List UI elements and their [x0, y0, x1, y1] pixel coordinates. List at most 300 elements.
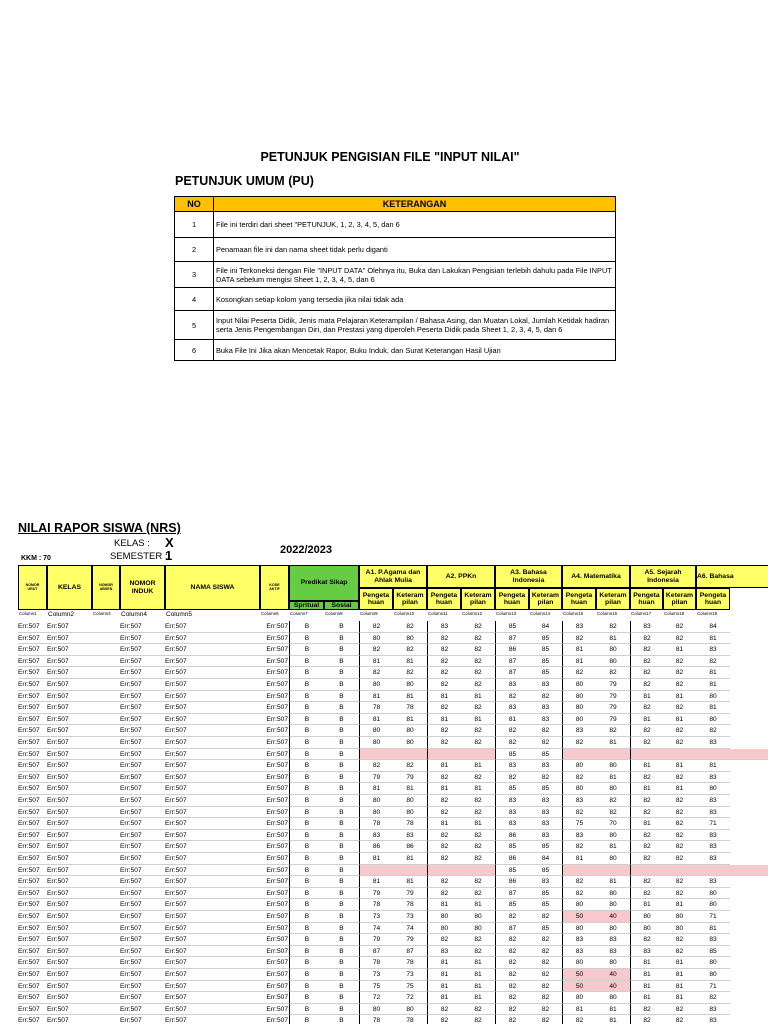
kode-aktif-cell[interactable]: Err:507	[260, 621, 289, 633]
grade-cell[interactable]: 81	[427, 818, 461, 830]
nomor-absen-cell[interactable]	[92, 679, 120, 691]
header-pengetahuan[interactable]: Pengeta huan	[562, 588, 596, 610]
grade-cell[interactable]: 83	[696, 807, 730, 819]
grade-cell[interactable]	[696, 749, 730, 761]
nomor-absen-cell[interactable]	[92, 934, 120, 946]
grade-cell[interactable]: 82	[427, 795, 461, 807]
err-cell[interactable]: Err:507	[18, 807, 47, 819]
grade-cell[interactable]: 86	[495, 853, 529, 865]
grade-cell[interactable]: 82	[663, 830, 696, 842]
err-cell[interactable]: Err:507	[18, 691, 47, 703]
err-cell[interactable]: Err:507	[165, 691, 260, 703]
err-cell[interactable]: Err:507	[18, 981, 47, 993]
kode-aktif-cell[interactable]: Err:507	[260, 760, 289, 772]
grade-cell[interactable]: 80	[630, 923, 663, 935]
err-cell[interactable]: Err:507	[47, 621, 92, 633]
spiritual-cell[interactable]: B	[289, 865, 324, 877]
grade-cell[interactable]: 83	[359, 830, 393, 842]
grade-cell[interactable]: 82	[663, 876, 696, 888]
grade-cell[interactable]: 82	[663, 795, 696, 807]
grade-cell[interactable]: 82	[427, 772, 461, 784]
grade-cell[interactable]: 85	[529, 644, 562, 656]
err-cell[interactable]: Err:507	[120, 737, 165, 749]
header-pengetahuan[interactable]: Pengeta huan	[427, 588, 461, 610]
err-cell[interactable]: Err:507	[120, 981, 165, 993]
nomor-absen-cell[interactable]	[92, 737, 120, 749]
grade-cell[interactable]: 80	[696, 969, 730, 981]
grade-cell[interactable]: 82	[461, 702, 495, 714]
table-row[interactable]	[18, 633, 730, 645]
grade-cell[interactable]: 80	[562, 714, 596, 726]
grade-cell[interactable]: 82	[427, 702, 461, 714]
column-label[interactable]: Column11	[428, 611, 448, 616]
kode-aktif-cell[interactable]: Err:507	[260, 772, 289, 784]
grade-cell[interactable]: 83	[696, 1015, 730, 1024]
grade-cell[interactable]: 83	[696, 830, 730, 842]
err-cell[interactable]: Err:507	[165, 911, 260, 923]
err-cell[interactable]: Err:507	[165, 772, 260, 784]
err-cell[interactable]: Err:507	[120, 899, 165, 911]
grade-cell[interactable]: 82	[427, 725, 461, 737]
grade-cell[interactable]: 83	[696, 853, 730, 865]
grade-cell[interactable]: 80	[562, 760, 596, 772]
header-subject-a1[interactable]: A1. P.Agama dan Ahlak Mulia	[359, 565, 427, 588]
nomor-absen-cell[interactable]	[92, 853, 120, 865]
grade-cell[interactable]: 82	[630, 1004, 663, 1016]
err-cell[interactable]: Err:507	[120, 923, 165, 935]
grade-cell[interactable]: 81	[562, 644, 596, 656]
grade-cell[interactable]: 85	[529, 841, 562, 853]
grade-cell[interactable]: 82	[562, 737, 596, 749]
grade-cell[interactable]: 80	[359, 795, 393, 807]
table-row[interactable]	[18, 783, 730, 795]
table-row[interactable]	[18, 679, 730, 691]
err-cell[interactable]: Err:507	[165, 853, 260, 865]
sosial-cell[interactable]: B	[324, 772, 359, 784]
grade-cell[interactable]: 82	[630, 807, 663, 819]
err-cell[interactable]: Err:507	[18, 725, 47, 737]
grade-cell[interactable]: 80	[427, 923, 461, 935]
table-row[interactable]	[18, 841, 730, 853]
column-label[interactable]: Column19	[697, 611, 718, 616]
spiritual-cell[interactable]: B	[289, 934, 324, 946]
grade-cell[interactable]: 81	[393, 783, 427, 795]
grade-cell[interactable]: 83	[495, 795, 529, 807]
grade-cell[interactable]: 82	[663, 888, 696, 900]
err-cell[interactable]: Err:507	[47, 795, 92, 807]
grade-cell[interactable]: 82	[529, 1004, 562, 1016]
grade-cell[interactable]: 82	[461, 725, 495, 737]
table-row[interactable]	[18, 923, 730, 935]
grade-cell[interactable]: 80	[596, 957, 630, 969]
err-cell[interactable]: Err:507	[18, 621, 47, 633]
kode-aktif-cell[interactable]: Err:507	[260, 969, 289, 981]
grade-cell[interactable]: 87	[495, 633, 529, 645]
grade-cell[interactable]: 82	[630, 679, 663, 691]
grade-cell[interactable]: 81	[359, 876, 393, 888]
grade-cell[interactable]: 82	[529, 946, 562, 958]
grade-cell[interactable]: 83	[529, 760, 562, 772]
grade-cell[interactable]: 72	[393, 992, 427, 1004]
err-cell[interactable]: Err:507	[165, 667, 260, 679]
grade-cell[interactable]: 73	[359, 911, 393, 923]
header-keterampilan[interactable]: Keteram pilan	[596, 588, 630, 610]
grade-cell[interactable]: 85	[529, 888, 562, 900]
grade-cell[interactable]: 81	[696, 633, 730, 645]
grade-cell[interactable]: 80	[596, 644, 630, 656]
grade-cell[interactable]: 85	[495, 749, 529, 761]
kode-aktif-cell[interactable]: Err:507	[260, 795, 289, 807]
grade-cell[interactable]: 82	[630, 1015, 663, 1024]
grade-cell[interactable]: 85	[529, 633, 562, 645]
grade-cell[interactable]: 80	[562, 992, 596, 1004]
grade-cell[interactable]: 81	[359, 714, 393, 726]
column-label[interactable]: Column16	[597, 611, 618, 616]
grade-cell[interactable]	[596, 749, 630, 761]
header-keterampilan[interactable]: Keteram pilan	[529, 588, 562, 610]
grade-cell[interactable]: 80	[393, 633, 427, 645]
grade-cell[interactable]: 82	[529, 772, 562, 784]
grade-cell[interactable]: 80	[696, 691, 730, 703]
column-label[interactable]: Column6	[261, 611, 279, 616]
grade-cell[interactable]: 84	[696, 621, 730, 633]
grade-cell[interactable]: 78	[393, 957, 427, 969]
grade-cell[interactable]: 83	[427, 946, 461, 958]
grade-cell[interactable]: 74	[359, 923, 393, 935]
sosial-cell[interactable]: B	[324, 714, 359, 726]
grade-cell[interactable]	[696, 865, 730, 877]
err-cell[interactable]: Err:507	[120, 1015, 165, 1024]
sosial-cell[interactable]: B	[324, 923, 359, 935]
grade-cell[interactable]: 87	[495, 888, 529, 900]
grade-cell[interactable]: 82	[495, 725, 529, 737]
kelas-value[interactable]: X	[165, 535, 174, 550]
err-cell[interactable]: Err:507	[18, 1004, 47, 1016]
grade-cell[interactable]: 82	[461, 888, 495, 900]
err-cell[interactable]: Err:507	[120, 725, 165, 737]
grade-cell[interactable]: 85	[529, 923, 562, 935]
grade-cell[interactable]: 82	[562, 841, 596, 853]
instruction-row[interactable]	[175, 262, 616, 288]
kode-aktif-cell[interactable]: Err:507	[260, 923, 289, 935]
spiritual-cell[interactable]: B	[289, 656, 324, 668]
grade-cell[interactable]: 80	[393, 807, 427, 819]
grade-cell[interactable]: 82	[529, 691, 562, 703]
grade-cell[interactable]: 82	[427, 841, 461, 853]
grade-cell[interactable]: 82	[461, 841, 495, 853]
sosial-cell[interactable]: B	[324, 691, 359, 703]
grade-cell[interactable]: 80	[596, 783, 630, 795]
grade-cell[interactable]: 40	[596, 981, 630, 993]
grade-cell[interactable]: 82	[529, 934, 562, 946]
grade-cell[interactable]: 82	[427, 633, 461, 645]
err-cell[interactable]: Err:507	[120, 969, 165, 981]
grade-cell[interactable]: 82	[359, 760, 393, 772]
header-subject-a5[interactable]: A5. Sejarah Indonesia	[630, 565, 696, 588]
err-cell[interactable]: Err:507	[47, 946, 92, 958]
err-cell[interactable]: Err:507	[47, 992, 92, 1004]
table-row[interactable]	[18, 656, 730, 668]
grade-cell[interactable]: 86	[495, 876, 529, 888]
column-label[interactable]: Column17	[631, 611, 652, 616]
kode-aktif-cell[interactable]: Err:507	[260, 1015, 289, 1024]
err-cell[interactable]: Err:507	[120, 818, 165, 830]
grade-cell[interactable]: 81	[630, 691, 663, 703]
grade-cell[interactable]: 83	[696, 1004, 730, 1016]
column-label[interactable]: Column18	[664, 611, 685, 616]
grade-cell[interactable]: 82	[529, 725, 562, 737]
kode-aktif-cell[interactable]: Err:507	[260, 818, 289, 830]
nomor-absen-cell[interactable]	[92, 656, 120, 668]
grade-cell[interactable]: 82	[461, 853, 495, 865]
kode-aktif-cell[interactable]: Err:507	[260, 783, 289, 795]
grade-cell[interactable]: 82	[427, 667, 461, 679]
grade-cell[interactable]: 82	[630, 888, 663, 900]
kode-aktif-cell[interactable]: Err:507	[260, 714, 289, 726]
spiritual-cell[interactable]: B	[289, 899, 324, 911]
grade-cell[interactable]: 81	[562, 1004, 596, 1016]
grade-cell[interactable]: 82	[461, 876, 495, 888]
column-label[interactable]: Column2	[48, 611, 75, 618]
grade-cell[interactable]: 80	[461, 923, 495, 935]
kode-aktif-cell[interactable]: Err:507	[260, 644, 289, 656]
grade-cell[interactable]: 81	[696, 923, 730, 935]
grade-cell[interactable]: 82	[495, 992, 529, 1004]
header-kode-aktif[interactable]: KODE AKTIF	[260, 565, 289, 610]
grade-cell[interactable]: 82	[461, 772, 495, 784]
kode-aktif-cell[interactable]: Err:507	[260, 981, 289, 993]
err-cell[interactable]: Err:507	[120, 888, 165, 900]
grade-cell[interactable]: 80	[596, 888, 630, 900]
err-cell[interactable]: Err:507	[120, 911, 165, 923]
grade-cell[interactable]: 82	[529, 911, 562, 923]
grade-cell[interactable]: 80	[359, 725, 393, 737]
grade-cell[interactable]: 85	[529, 783, 562, 795]
err-cell[interactable]: Err:507	[120, 633, 165, 645]
grade-cell[interactable]: 85	[495, 783, 529, 795]
grade-cell[interactable]: 84	[529, 853, 562, 865]
grade-cell[interactable]	[730, 749, 768, 761]
grade-cell[interactable]: 83	[427, 621, 461, 633]
grade-cell[interactable]: 81	[461, 714, 495, 726]
err-cell[interactable]: Err:507	[165, 841, 260, 853]
kode-aktif-cell[interactable]: Err:507	[260, 957, 289, 969]
grade-cell[interactable]: 80	[562, 702, 596, 714]
grade-cell[interactable]: 81	[630, 714, 663, 726]
err-cell[interactable]: Err:507	[165, 783, 260, 795]
grade-cell[interactable]: 83	[529, 714, 562, 726]
err-cell[interactable]: Err:507	[18, 876, 47, 888]
grade-cell[interactable]: 73	[393, 969, 427, 981]
err-cell[interactable]: Err:507	[120, 621, 165, 633]
sosial-cell[interactable]: B	[324, 957, 359, 969]
column-label[interactable]: Column10	[394, 611, 415, 616]
kode-aktif-cell[interactable]: Err:507	[260, 749, 289, 761]
err-cell[interactable]: Err:507	[120, 783, 165, 795]
err-cell[interactable]: Err:507	[47, 667, 92, 679]
header-pengetahuan[interactable]: Pengeta huan	[495, 588, 529, 610]
grade-cell[interactable]: 82	[663, 656, 696, 668]
grade-cell[interactable]: 82	[495, 1004, 529, 1016]
grade-cell[interactable]: 83	[393, 830, 427, 842]
sosial-cell[interactable]: B	[324, 633, 359, 645]
grade-cell[interactable]	[730, 865, 768, 877]
err-cell[interactable]: Err:507	[18, 911, 47, 923]
grade-cell[interactable]: 81	[596, 737, 630, 749]
err-cell[interactable]: Err:507	[18, 795, 47, 807]
grade-cell[interactable]: 87	[393, 946, 427, 958]
err-cell[interactable]: Err:507	[47, 644, 92, 656]
err-cell[interactable]: Err:507	[120, 679, 165, 691]
grade-cell[interactable]	[663, 749, 696, 761]
sosial-cell[interactable]: B	[324, 760, 359, 772]
sosial-cell[interactable]: B	[324, 853, 359, 865]
grade-cell[interactable]: 81	[596, 841, 630, 853]
spiritual-cell[interactable]: B	[289, 679, 324, 691]
header-pengetahuan[interactable]: Pengeta huan	[696, 588, 730, 610]
grade-cell[interactable]: 82	[663, 841, 696, 853]
kode-aktif-cell[interactable]: Err:507	[260, 737, 289, 749]
nomor-absen-cell[interactable]	[92, 1004, 120, 1016]
nomor-absen-cell[interactable]	[92, 911, 120, 923]
nomor-absen-cell[interactable]	[92, 644, 120, 656]
grade-cell[interactable]: 80	[663, 911, 696, 923]
err-cell[interactable]: Err:507	[120, 934, 165, 946]
err-cell[interactable]: Err:507	[47, 876, 92, 888]
grade-cell[interactable]: 80	[596, 760, 630, 772]
grade-cell[interactable]: 73	[359, 969, 393, 981]
grade-cell[interactable]: 84	[529, 621, 562, 633]
grade-cell[interactable]: 85	[495, 841, 529, 853]
table-row[interactable]	[18, 888, 730, 900]
sosial-cell[interactable]: B	[324, 865, 359, 877]
err-cell[interactable]: Err:507	[47, 633, 92, 645]
err-cell[interactable]: Err:507	[47, 865, 92, 877]
err-cell[interactable]: Err:507	[18, 899, 47, 911]
grade-cell[interactable]: 82	[495, 737, 529, 749]
spiritual-cell[interactable]: B	[289, 760, 324, 772]
err-cell[interactable]: Err:507	[165, 679, 260, 691]
err-cell[interactable]: Err:507	[165, 807, 260, 819]
column-label[interactable]: Column14	[530, 611, 551, 616]
err-cell[interactable]: Err:507	[165, 737, 260, 749]
nomor-absen-cell[interactable]	[92, 714, 120, 726]
grade-cell[interactable]: 82	[495, 981, 529, 993]
table-row[interactable]	[18, 1004, 730, 1016]
grade-cell[interactable]: 82	[529, 969, 562, 981]
grade-cell[interactable]: 82	[562, 772, 596, 784]
grade-cell[interactable]	[393, 865, 427, 877]
kode-aktif-cell[interactable]: Err:507	[260, 725, 289, 737]
grade-cell[interactable]: 82	[427, 876, 461, 888]
grade-cell[interactable]: 81	[427, 969, 461, 981]
grade-cell[interactable]: 82	[461, 621, 495, 633]
err-cell[interactable]: Err:507	[18, 923, 47, 935]
header-nomor-urut[interactable]: NOMOR URUT	[18, 565, 47, 610]
grade-cell[interactable]: 82	[630, 667, 663, 679]
grade-cell[interactable]	[630, 749, 663, 761]
err-cell[interactable]: Err:507	[47, 783, 92, 795]
header-predikat-sikap[interactable]: Predikat Sikap	[289, 565, 359, 601]
grade-cell[interactable]: 82	[359, 621, 393, 633]
err-cell[interactable]: Err:507	[47, 957, 92, 969]
table-row[interactable]	[18, 934, 730, 946]
grade-cell[interactable]: 87	[495, 923, 529, 935]
grade-cell[interactable]: 81	[427, 981, 461, 993]
kode-aktif-cell[interactable]: Err:507	[260, 633, 289, 645]
grade-cell[interactable]: 75	[393, 981, 427, 993]
sosial-cell[interactable]: B	[324, 876, 359, 888]
err-cell[interactable]: Err:507	[47, 807, 92, 819]
grade-cell[interactable]: 81	[663, 957, 696, 969]
err-cell[interactable]: Err:507	[120, 714, 165, 726]
grade-cell[interactable]: 83	[562, 946, 596, 958]
nomor-absen-cell[interactable]	[92, 981, 120, 993]
grade-cell[interactable]: 80	[562, 899, 596, 911]
grade-cell[interactable]: 83	[696, 795, 730, 807]
err-cell[interactable]: Err:507	[165, 1004, 260, 1016]
grade-cell[interactable]: 81	[427, 760, 461, 772]
grade-cell[interactable]: 82	[495, 772, 529, 784]
grade-cell[interactable]: 80	[696, 957, 730, 969]
grade-cell[interactable]: 78	[393, 1015, 427, 1024]
grade-cell[interactable]: 82	[630, 795, 663, 807]
grade-cell[interactable]: 82	[562, 1015, 596, 1024]
grade-cell[interactable]: 87	[495, 656, 529, 668]
err-cell[interactable]: Err:507	[47, 934, 92, 946]
table-row[interactable]	[18, 911, 730, 923]
grade-cell[interactable]: 79	[596, 691, 630, 703]
grade-cell[interactable]: 85	[495, 621, 529, 633]
err-cell[interactable]: Err:507	[47, 714, 92, 726]
nomor-absen-cell[interactable]	[92, 633, 120, 645]
grade-cell[interactable]: 80	[359, 737, 393, 749]
grade-cell[interactable]: 86	[495, 644, 529, 656]
err-cell[interactable]: Err:507	[18, 969, 47, 981]
err-cell[interactable]: Err:507	[120, 760, 165, 772]
kode-aktif-cell[interactable]: Err:507	[260, 876, 289, 888]
grade-cell[interactable]: 86	[359, 841, 393, 853]
grade-cell[interactable]: 81	[630, 783, 663, 795]
grade-cell[interactable]: 79	[393, 888, 427, 900]
grade-cell[interactable]: 82	[427, 1004, 461, 1016]
grade-cell[interactable]: 72	[359, 992, 393, 1004]
err-cell[interactable]: Err:507	[18, 818, 47, 830]
grade-cell[interactable]: 82	[630, 772, 663, 784]
sosial-cell[interactable]: B	[324, 725, 359, 737]
header-keterampilan[interactable]: Keteram pilan	[663, 588, 696, 610]
grade-cell[interactable]: 85	[529, 899, 562, 911]
err-cell[interactable]: Err:507	[120, 841, 165, 853]
grade-cell[interactable]: 81	[630, 760, 663, 772]
grade-cell[interactable]: 81	[596, 772, 630, 784]
grade-cell[interactable]: 82	[696, 992, 730, 1004]
err-cell[interactable]: Err:507	[120, 853, 165, 865]
grade-cell[interactable]: 79	[596, 679, 630, 691]
err-cell[interactable]: Err:507	[120, 946, 165, 958]
grade-cell[interactable]: 82	[630, 934, 663, 946]
err-cell[interactable]: Err:507	[18, 772, 47, 784]
grade-cell[interactable]: 82	[393, 644, 427, 656]
grade-cell[interactable]	[630, 865, 663, 877]
grade-cell[interactable]: 79	[596, 702, 630, 714]
header-subject-a2[interactable]: A2. PPKn	[427, 565, 495, 588]
sosial-cell[interactable]: B	[324, 749, 359, 761]
grade-cell[interactable]: 81	[696, 667, 730, 679]
grade-cell[interactable]: 40	[596, 911, 630, 923]
instruction-row[interactable]	[175, 288, 616, 311]
err-cell[interactable]: Err:507	[165, 1015, 260, 1024]
